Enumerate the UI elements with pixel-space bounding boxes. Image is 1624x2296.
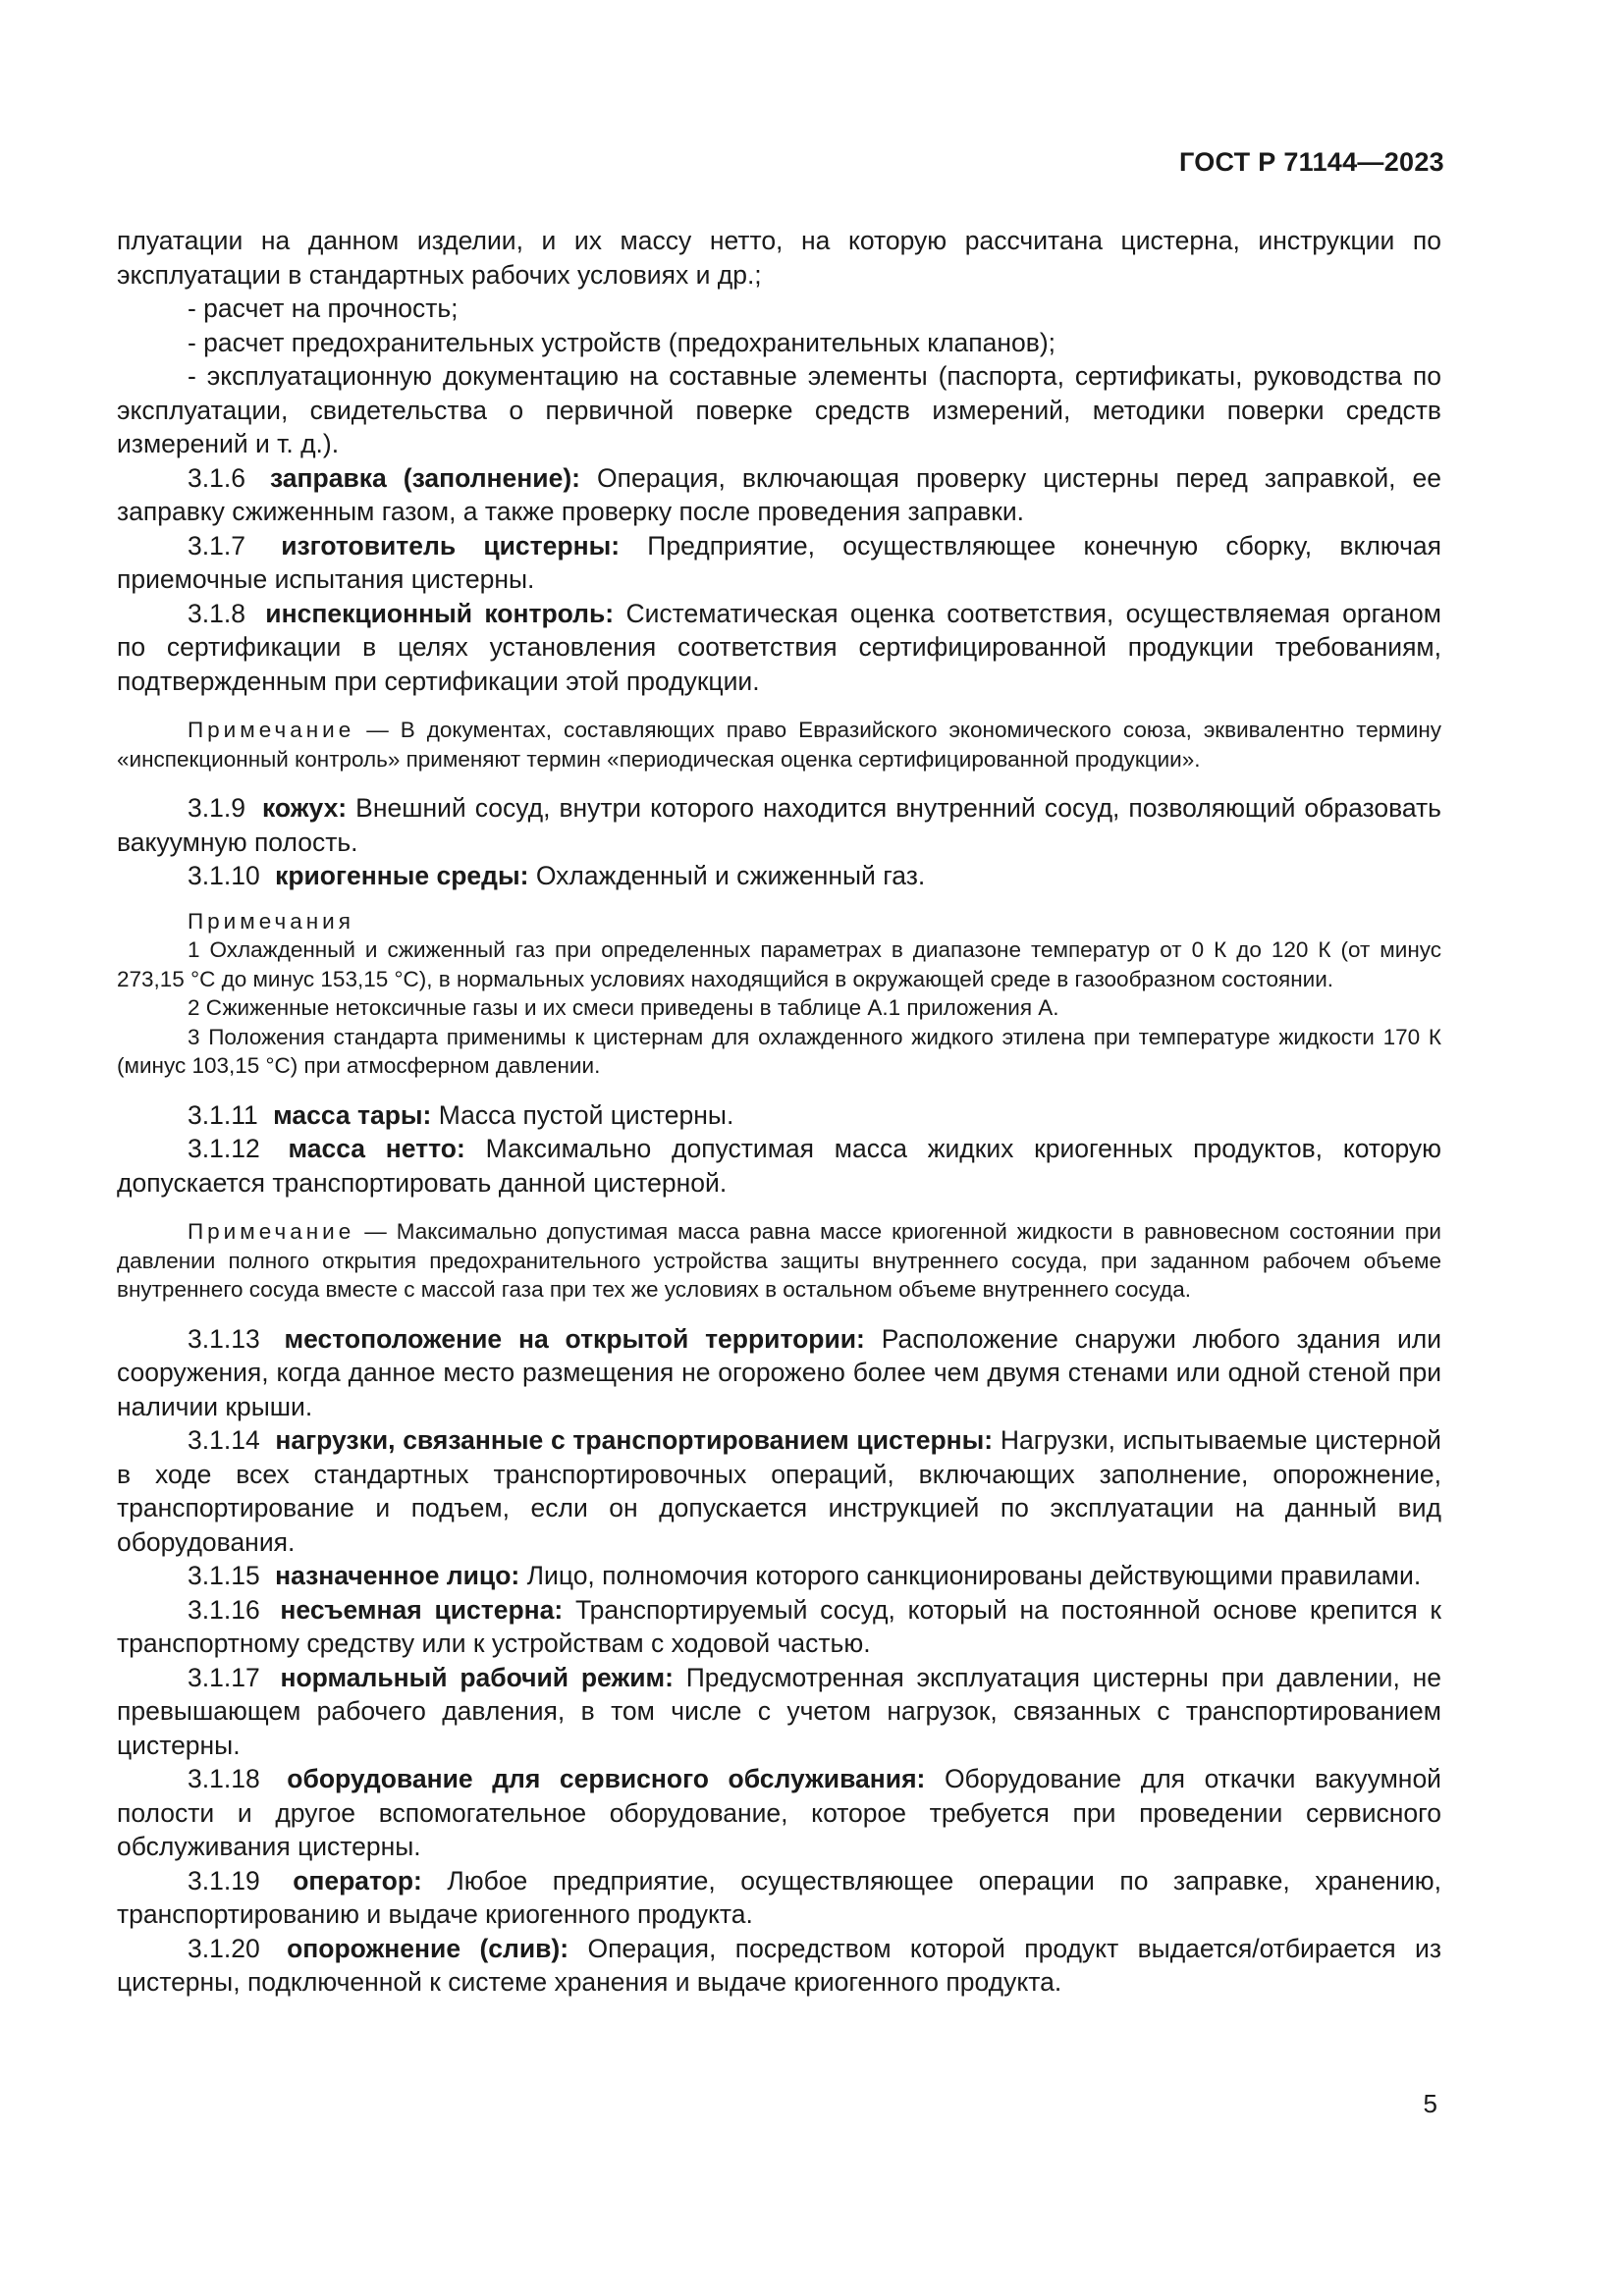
term-3-1-6 (117, 461, 1441, 529)
term-3-1-19 (117, 1864, 1441, 1932)
term-3-1-10 (117, 859, 1441, 893)
term-number: 3.1.18 (188, 1764, 260, 1793)
term-3-1-16 (117, 1593, 1441, 1661)
term-number: 3.1.10 (188, 861, 260, 890)
term-name: инспекционный контроль: (265, 598, 615, 628)
term-definition: Любое предприятие, осуществляющее операции по заправке, хранению, транспортированию и выдаче криогенного продукта. (117, 1865, 1441, 1929)
term-3-1-14 (117, 1423, 1441, 1559)
term-number: 3.1.20 (188, 1933, 260, 1963)
term-definition: Лицо, полномочия которого санкционированы действующими правилами. (526, 1561, 1422, 1590)
intro-continuation: плуатации на данном изделии, и их массу нетто, на которую рассчитана цистерна, инструкции по эксплуатации в стандартных рабочих условиях и др.; (117, 226, 1441, 290)
term-3-1-20 (117, 1932, 1441, 2000)
term-definition: Оборудование для откачки вакуумной полости и другое вспомогательное оборудование, которое требуется при проведении сервисного обслуживания цистерны. (117, 1764, 1441, 1861)
term-3-1-18 (117, 1762, 1441, 1864)
note-item: 1 Охлажденный и сжиженный газ при определенных параметрах в диапазоне температур от 0 К до 120 К (от минус 273,15 °С до минус 153,15 °С), в нормальных условиях находящийся в окружающей среде в газообразном состоянии. (117, 937, 1441, 991)
notes-heading: Примечания (188, 908, 354, 934)
notes-label (117, 907, 1441, 936)
list-item: - расчет предохранительных устройств (предохранительных клапанов); (188, 327, 1056, 357)
term-name: изготовитель цистерны: (281, 530, 621, 561)
term-3-1-11 (117, 1098, 1441, 1133)
term-name: местоположение на открытой территории: (284, 1323, 865, 1354)
term-definition: Предусмотренная эксплуатация цистерны при давлении, не превышающем рабочего давления, в том числе с учетом нагрузок, связанных с транспортированием цистерны. (117, 1662, 1441, 1760)
document-header-id: ГОСТ Р 71144—2023 (1178, 147, 1444, 177)
term-3-1-9 (117, 791, 1441, 859)
term-3-1-8 (117, 597, 1441, 699)
term-name: масса нетто: (288, 1134, 465, 1163)
term-name: заправка (заполнение): (269, 462, 580, 493)
term-number: 3.1.12 (188, 1134, 260, 1163)
term-definition: Операция, включающая проверку цистерны перед заправкой, ее заправку сжиженным газом, а также проверку после проведения заправки. (117, 462, 1441, 526)
term-name: криогенные среды: (275, 861, 529, 890)
term-number: 3.1.11 (188, 1099, 258, 1130)
term-definition: Предприятие, осуществляющее конечную сборку, включая приемочные испытания цистерны. (117, 530, 1441, 594)
note-3-1-8 (117, 716, 1441, 774)
term-number: 3.1.16 (188, 1594, 260, 1625)
term-definition: Охлажденный и сжиженный газ. (535, 861, 926, 890)
term-name: опорожнение (слив): (287, 1933, 569, 1963)
term-name: назначенное лицо: (275, 1561, 520, 1590)
list-item: - расчет на прочность; (188, 294, 459, 323)
term-definition: Внешний сосуд, внутри которого находится внутренний сосуд, позволяющий образовать вакуумную полость. (117, 793, 1441, 857)
term-name: нормальный рабочий режим: (280, 1662, 674, 1692)
term-number: 3.1.9 (188, 793, 245, 823)
page-number: 5 (1423, 2089, 1437, 2118)
note-label: Примечание (188, 1219, 355, 1244)
term-number: 3.1.17 (188, 1662, 260, 1692)
term-number: 3.1.7 (188, 530, 245, 561)
term-definition: Транспортируемый сосуд, который на постоянной основе крепится к транспортному средству или к устройствам с ходовой частью. (117, 1594, 1441, 1658)
note-text: — Максимально допустимая масса равна массе криогенной жидкости в равновесном состоянии при давлении полного открытия предохранительного устройства защиты внутреннего сосуда, при заданном рабочем объеме внутреннего сосуда вместе с массой газа при тех же условиях в остальном объеме внутреннего сосуда. (117, 1219, 1441, 1302)
term-name: несъемная цистерна: (280, 1594, 564, 1625)
note-text: — В документах, составляющих право Евразийского экономического союза, эквивалентно термину «инспекционный контроль» применяют термин «периодическая оценка сертифицированной продукции». (117, 718, 1441, 772)
list-item: - эксплуатационную документацию на составные элементы (паспорта, сертификаты, руководства по эксплуатации, свидетельства о первичной поверке средств измерений, методики поверки средств измерений и т. д.). (117, 361, 1441, 458)
note-item: 3 Положения стандарта применимы к цистернам для охлажденного жидкого этилена при температуре жидкости 170 К (минус 103,15 °С) при атмосферном давлении. (117, 1024, 1441, 1078)
term-3-1-12 (117, 1132, 1441, 1200)
term-number: 3.1.13 (188, 1323, 260, 1354)
term-name: оператор: (293, 1865, 422, 1896)
term-number: 3.1.15 (188, 1561, 260, 1590)
note-item: 2 Сжиженные нетоксичные газы и их смеси приведены в таблице А.1 приложения А. (188, 995, 1059, 1020)
term-3-1-15 (117, 1559, 1441, 1593)
term-name: оборудование для сервисного обслуживания: (287, 1764, 926, 1793)
term-3-1-17 (117, 1661, 1441, 1763)
term-definition: Систематическая оценка соответствия, осуществляемая органом по сертификации в целях установления соответствия сертифицированной продукции требованиям, подтвержденным при сертификации этой продукции. (117, 598, 1441, 696)
term-definition: Максимально допустимая масса жидких криогенных продуктов, которую допускается транспортировать данной цистерной. (117, 1134, 1442, 1198)
term-number: 3.1.8 (188, 598, 245, 628)
term-definition: Нагрузки, испытываемые цистерной в ходе всех стандартных транспортировочных операций, включающих заполнение, опорожнение, транспортирование и подъем, если он допускается инструкцией по эксплуатации на данный вид оборудования. (117, 1425, 1441, 1557)
term-3-1-7 (117, 529, 1441, 597)
term-name: нагрузки, связанные с транспортированием цистерны: (275, 1425, 994, 1455)
term-name: масса тары: (273, 1099, 432, 1130)
term-number: 3.1.6 (188, 462, 245, 493)
term-definition: Масса пустой цистерны. (438, 1099, 734, 1130)
note-3-1-12 (117, 1217, 1441, 1305)
term-number: 3.1.19 (188, 1865, 260, 1896)
document-body (117, 224, 1441, 2000)
note-label: Примечание (188, 718, 355, 742)
term-3-1-13 (117, 1322, 1441, 1424)
term-name: кожух: (261, 793, 348, 823)
term-definition: Расположение снаружи любого здания или сооружения, когда данное место размещения не огорожено более чем двумя стенами или одной стеной при наличии крыши. (117, 1323, 1442, 1421)
term-number: 3.1.14 (188, 1425, 260, 1455)
term-definition: Операция, посредством которой продукт выдается/отбирается из цистерны, подключенной к системе хранения и выдаче криогенного продукта. (117, 1933, 1441, 1997)
